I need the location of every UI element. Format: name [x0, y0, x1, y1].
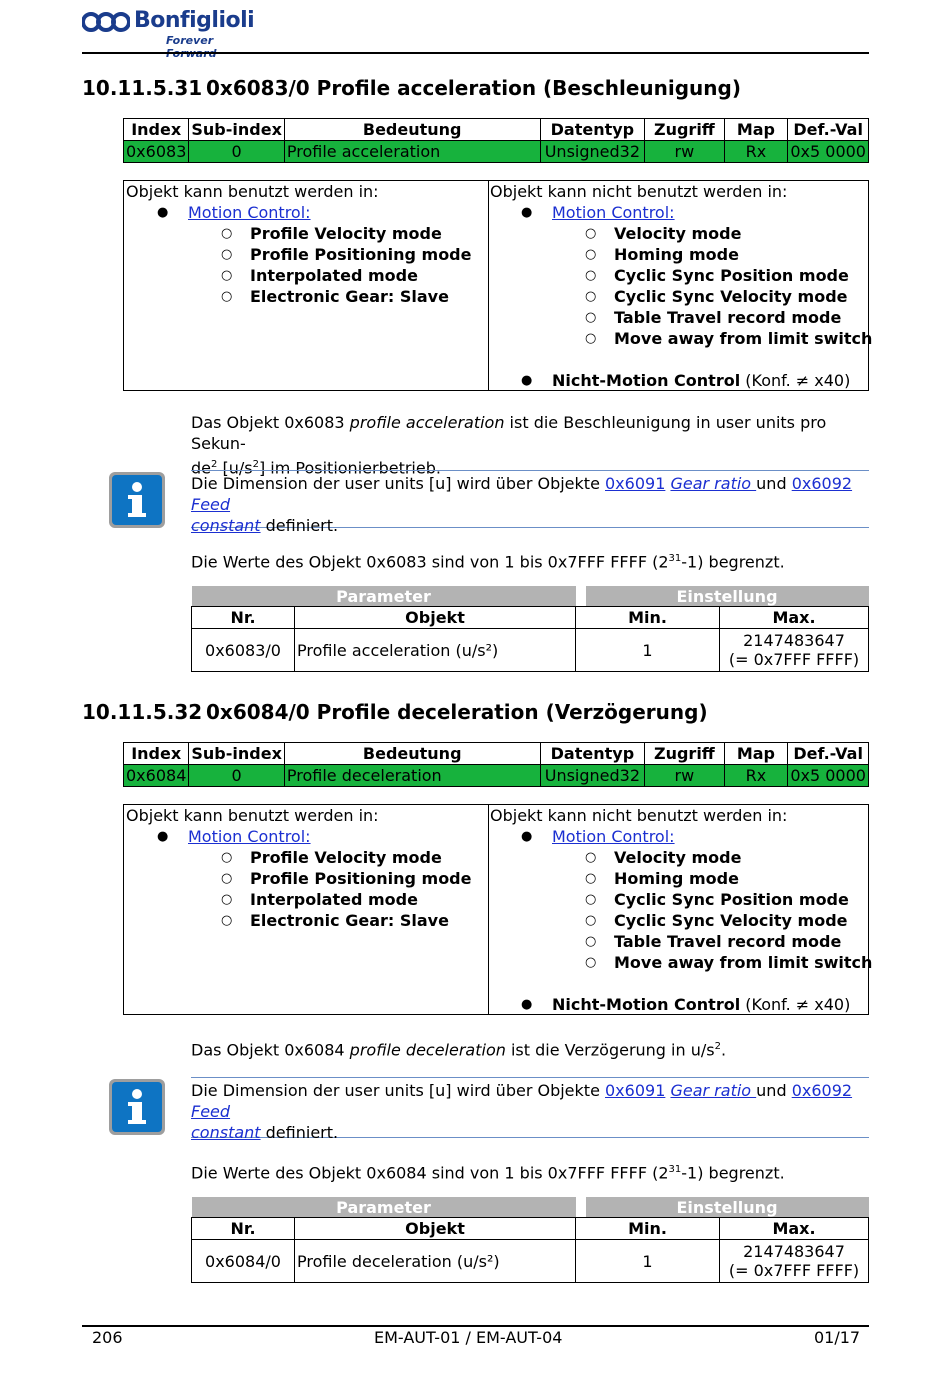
col-header: Objekt: [295, 1218, 576, 1240]
cell: rw: [645, 765, 724, 787]
info-note: Die Dimension der user units [u] wird über Objekte 0x6091 Gear ratio und 0x6092 Feed constant definiert.: [191, 470, 869, 528]
col-header: Sub-index: [189, 119, 285, 141]
cell: Profile acceleration (u/s²): [295, 629, 576, 672]
usage-cannot-column: [489, 181, 873, 390]
mode-item: Interpolated mode: [250, 266, 418, 285]
page-number: 206: [92, 1328, 123, 1347]
mode-item: Velocity mode: [614, 224, 742, 243]
circle-bullet-icon: ○: [585, 955, 597, 970]
link-0x6091[interactable]: 0x6091: [605, 1081, 666, 1100]
link-constant[interactable]: constant: [191, 516, 261, 535]
motion-control-link[interactable]: Motion Control:: [188, 827, 311, 846]
circle-bullet-icon: ○: [585, 871, 597, 886]
usage-can-column: [124, 181, 489, 390]
mode-item: Cyclic Sync Velocity mode: [614, 911, 848, 930]
brand-logo: [82, 8, 255, 60]
usage-heading: Objekt kann benutzt werden in:: [126, 182, 379, 201]
mode-item: Cyclic Sync Position mode: [614, 890, 849, 909]
cell: Rx: [724, 765, 788, 787]
cell: 0x6084: [124, 765, 189, 787]
link-0x6092[interactable]: 0x6092: [791, 474, 853, 493]
circle-bullet-icon: ○: [221, 871, 233, 886]
usage-box: [123, 804, 873, 1015]
group-header: Parameter: [192, 586, 576, 607]
bullet-icon: ●: [157, 829, 169, 844]
col-header: Index: [124, 743, 189, 765]
usage-can-column: [124, 805, 489, 1014]
col-header: Nr.: [192, 607, 295, 629]
circle-bullet-icon: ○: [585, 247, 597, 262]
mode-item: Homing mode: [614, 245, 739, 264]
col-header: Zugriff: [645, 119, 724, 141]
link-gear-ratio[interactable]: Gear ratio: [670, 474, 757, 493]
usage-heading: Objekt kann nicht benutzt werden in:: [490, 182, 788, 201]
cell: 0x6084/0: [192, 1240, 295, 1283]
section-heading: 10.11.5.31 0x6083/0 Profile acceleration (Beschleunigung): [82, 76, 741, 100]
usage-box: [123, 180, 873, 391]
table-row: [192, 1240, 869, 1283]
circle-bullet-icon: ○: [585, 934, 597, 949]
info-icon: [109, 472, 165, 528]
cell: Profile deceleration (u/s²): [295, 1240, 576, 1283]
bullet-icon: ●: [521, 997, 533, 1012]
col-header: Sub-index: [189, 743, 285, 765]
mode-item: Table Travel record mode: [614, 932, 842, 951]
group-header: Einstellung: [586, 586, 869, 607]
document-date: 01/17: [814, 1328, 861, 1347]
circle-bullet-icon: ○: [585, 268, 597, 283]
bullet-icon: ●: [157, 205, 169, 220]
mode-item: Interpolated mode: [250, 890, 418, 909]
range-paragraph: Die Werte des Objekt 0x6083 sind von 1 bis 0x7FFF FFFF $(2^{31}-1)$ begrenzt.: [191, 552, 785, 572]
table-row: [192, 629, 869, 672]
circle-bullet-icon: ○: [221, 850, 233, 865]
col-header: Nr.: [192, 1218, 295, 1240]
link-constant[interactable]: constant: [191, 1123, 261, 1142]
circle-bullet-icon: ○: [585, 331, 597, 346]
mode-item: Homing mode: [614, 869, 739, 888]
col-header: Bedeutung: [284, 119, 540, 141]
usage-cannot-column: [489, 805, 873, 1014]
link-0x6092[interactable]: 0x6092: [791, 1081, 853, 1100]
bullet-icon: ●: [521, 205, 533, 220]
index-table: [123, 118, 869, 163]
parameter-table: [191, 1197, 869, 1283]
group-header: Einstellung: [586, 1197, 869, 1218]
nicht-motion-item: Nicht-Motion Control (Konf. ≠ x40): [552, 995, 851, 1014]
mode-item: Profile Velocity mode: [250, 848, 442, 867]
nicht-motion-item: Nicht-Motion Control (Konf. ≠ x40): [552, 371, 851, 390]
range-paragraph: Die Werte des Objekt 0x6084 sind von 1 bis 0x7FFF FFFF $(2^{31}-1)$ begrenzt.: [191, 1163, 785, 1183]
description-paragraph: Das Objekt 0x6083 profile acceleration ist die Beschleunigung in user units pro Sekun- $de^2$ $[u/s^2]$ im Positionierbetrieb.: [191, 413, 827, 478]
cell: 1: [576, 629, 720, 672]
circle-bullet-icon: ○: [221, 226, 233, 241]
table-row: [124, 765, 869, 787]
usage-heading: Objekt kann benutzt werden in:: [126, 806, 379, 825]
mode-item: Cyclic Sync Velocity mode: [614, 287, 848, 306]
motion-control-link[interactable]: Motion Control:: [552, 827, 675, 846]
mode-item: Move away from limit switch: [614, 329, 873, 348]
col-header: Bedeutung: [284, 743, 540, 765]
bullet-icon: ●: [521, 373, 533, 388]
usage-heading: Objekt kann nicht benutzt werden in:: [490, 806, 788, 825]
info-note: Die Dimension der user units [u] wird über Objekte 0x6091 Gear ratio und 0x6092 Feed constant definiert.: [191, 1077, 869, 1138]
table-row: [124, 141, 869, 163]
header-rule: [82, 52, 869, 54]
col-header: Def.-Val: [788, 743, 869, 765]
circle-bullet-icon: ○: [585, 226, 597, 241]
footer-rule: [82, 1325, 869, 1327]
col-header: Map: [724, 743, 788, 765]
bullet-icon: ●: [521, 829, 533, 844]
cell: 0x6083/0: [192, 629, 295, 672]
mode-item: Profile Velocity mode: [250, 224, 442, 243]
mode-item: Table Travel record mode: [614, 308, 842, 327]
circle-bullet-icon: ○: [221, 289, 233, 304]
col-header: Objekt: [295, 607, 576, 629]
cell: 2147483647 (= 0x7FFF FFFF): [720, 629, 869, 672]
circle-bullet-icon: ○: [585, 913, 597, 928]
circle-bullet-icon: ○: [585, 289, 597, 304]
col-header: Index: [124, 119, 189, 141]
parameter-table: [191, 586, 869, 672]
link-0x6091[interactable]: 0x6091: [605, 474, 666, 493]
circle-bullet-icon: ○: [585, 850, 597, 865]
section-heading: 10.11.5.32 0x6084/0 Profile deceleration (Verzögerung): [82, 700, 708, 724]
cell: 0: [189, 141, 285, 163]
document-id: EM-AUT-01 / EM-AUT-04: [374, 1328, 563, 1347]
mode-item: Move away from limit switch: [614, 953, 873, 972]
col-header: Max.: [720, 1218, 869, 1240]
cell: 0x5 0000: [788, 765, 869, 787]
circle-bullet-icon: ○: [221, 247, 233, 262]
motion-control-link[interactable]: Motion Control:: [552, 203, 675, 222]
col-header: Max.: [720, 607, 869, 629]
circle-bullet-icon: ○: [585, 310, 597, 325]
index-table: [123, 742, 869, 787]
cell: Unsigned32: [540, 141, 645, 163]
col-header: Zugriff: [645, 743, 724, 765]
circle-bullet-icon: ○: [221, 913, 233, 928]
cell: 1: [576, 1240, 720, 1283]
mode-item: Cyclic Sync Position mode: [614, 266, 849, 285]
cell: 0x5 0000: [788, 141, 869, 163]
link-gear-ratio[interactable]: Gear ratio: [670, 1081, 757, 1100]
mode-item: Electronic Gear: Slave: [250, 911, 449, 930]
cell: 2147483647 (= 0x7FFF FFFF): [720, 1240, 869, 1283]
cell: Profile acceleration: [284, 141, 540, 163]
col-header: Min.: [576, 1218, 720, 1240]
circle-bullet-icon: ○: [221, 268, 233, 283]
cell: 0: [189, 765, 285, 787]
mode-item: Profile Positioning mode: [250, 245, 472, 264]
circle-bullet-icon: ○: [221, 892, 233, 907]
circle-bullet-icon: ○: [585, 892, 597, 907]
brand-name: Bonfiglioli: [134, 8, 255, 33]
col-header: Min.: [576, 607, 720, 629]
col-header: Datentyp: [540, 119, 645, 141]
col-header: Map: [724, 119, 788, 141]
cell: 0x6083: [124, 141, 189, 163]
cell: Unsigned32: [540, 765, 645, 787]
link-feed[interactable]: Feed: [191, 495, 231, 514]
cell: Profile deceleration: [284, 765, 540, 787]
cell: rw: [645, 141, 724, 163]
bonfiglioli-logo-icon: [82, 10, 130, 34]
col-header: Datentyp: [540, 743, 645, 765]
info-icon: [109, 1079, 165, 1135]
mode-item: Electronic Gear: Slave: [250, 287, 449, 306]
motion-control-link[interactable]: Motion Control:: [188, 203, 311, 222]
group-header: Parameter: [192, 1197, 576, 1218]
brand-tagline: Forever Forward: [166, 34, 217, 60]
mode-item: Profile Positioning mode: [250, 869, 472, 888]
description-paragraph: Das Objekt 0x6084 profile deceleration ist die Verzögerung in $u/s^2$.: [191, 1040, 727, 1060]
cell: Rx: [724, 141, 788, 163]
link-feed[interactable]: Feed: [191, 1102, 231, 1121]
col-header: Def.-Val: [788, 119, 869, 141]
mode-item: Velocity mode: [614, 848, 742, 867]
